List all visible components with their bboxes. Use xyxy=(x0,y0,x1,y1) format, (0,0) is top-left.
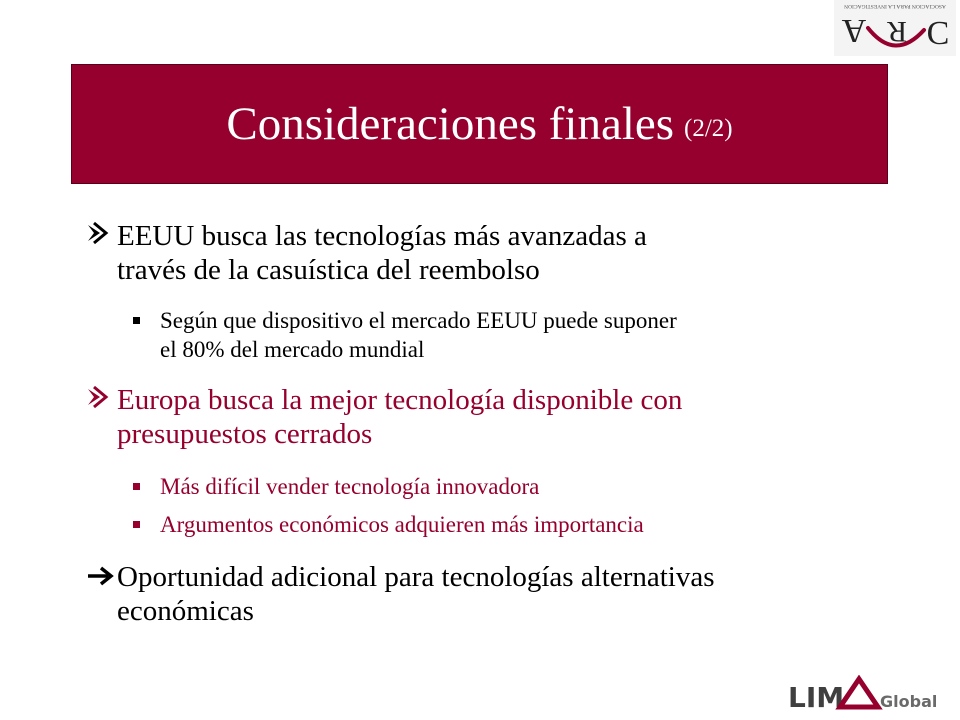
title-banner xyxy=(71,64,888,184)
square-bullet-icon xyxy=(133,521,140,528)
arc-logo xyxy=(834,0,956,56)
bullet-2-line-1: Europa busca la mejor tecnología disponible con xyxy=(117,384,683,416)
right-arrow-icon xyxy=(86,562,116,599)
lim-global-logo xyxy=(782,675,942,715)
svg-text:C: C xyxy=(926,15,950,52)
bullet-3-text xyxy=(117,560,715,628)
bullet-1-text xyxy=(117,219,647,287)
slide-title xyxy=(72,65,887,183)
lim-logo-global-text: Global xyxy=(880,692,938,711)
check-arrow-icon xyxy=(86,219,112,255)
title-main: Consideraciones finales xyxy=(226,97,675,150)
lim-logo-text: LIM xyxy=(788,681,845,714)
sub-bullet-1-text xyxy=(160,306,677,364)
arc-letter-a: A xyxy=(841,12,867,49)
sub-bullet-3-line-1: Argumentos económicos adquieren más importancia xyxy=(160,512,644,537)
title-suffix: (2/2) xyxy=(684,114,733,142)
arc-logo-graphic xyxy=(834,0,956,56)
sub-bullet-2-line-1: Más difícil vender tecnología innovadora xyxy=(160,474,540,499)
sub-bullet-1-line-1: Según que dispositivo el mercado EEUU puede suponer xyxy=(160,308,677,333)
bullet-1-line-2: través de la casuística del reembolso xyxy=(117,254,540,286)
square-bullet-icon xyxy=(133,317,140,324)
lim-logo-triangle-icon xyxy=(840,679,878,707)
sub-bullet-3-text xyxy=(160,510,644,539)
svg-text:R: R xyxy=(886,15,908,48)
bullet-3-line-2: económicas xyxy=(117,595,254,627)
bullet-2-text xyxy=(117,383,682,451)
check-arrow-icon xyxy=(86,383,112,419)
svg-text:ASOCIACION PARA LA INVESTIGACI: ASOCIACION PARA LA INVESTIGACION xyxy=(844,3,946,9)
bullet-2-line-2: presupuestos cerrados xyxy=(117,418,373,450)
square-bullet-icon xyxy=(133,483,140,490)
sub-bullet-2-text xyxy=(160,472,539,501)
bullet-3-line-1: Oportunidad adicional para tecnologías alternativas xyxy=(117,561,715,593)
sub-bullet-1-line-2: el 80% del mercado mundial xyxy=(160,337,425,362)
bullet-1-line-1: EEUU busca las tecnologías más avanzadas a xyxy=(117,220,647,252)
